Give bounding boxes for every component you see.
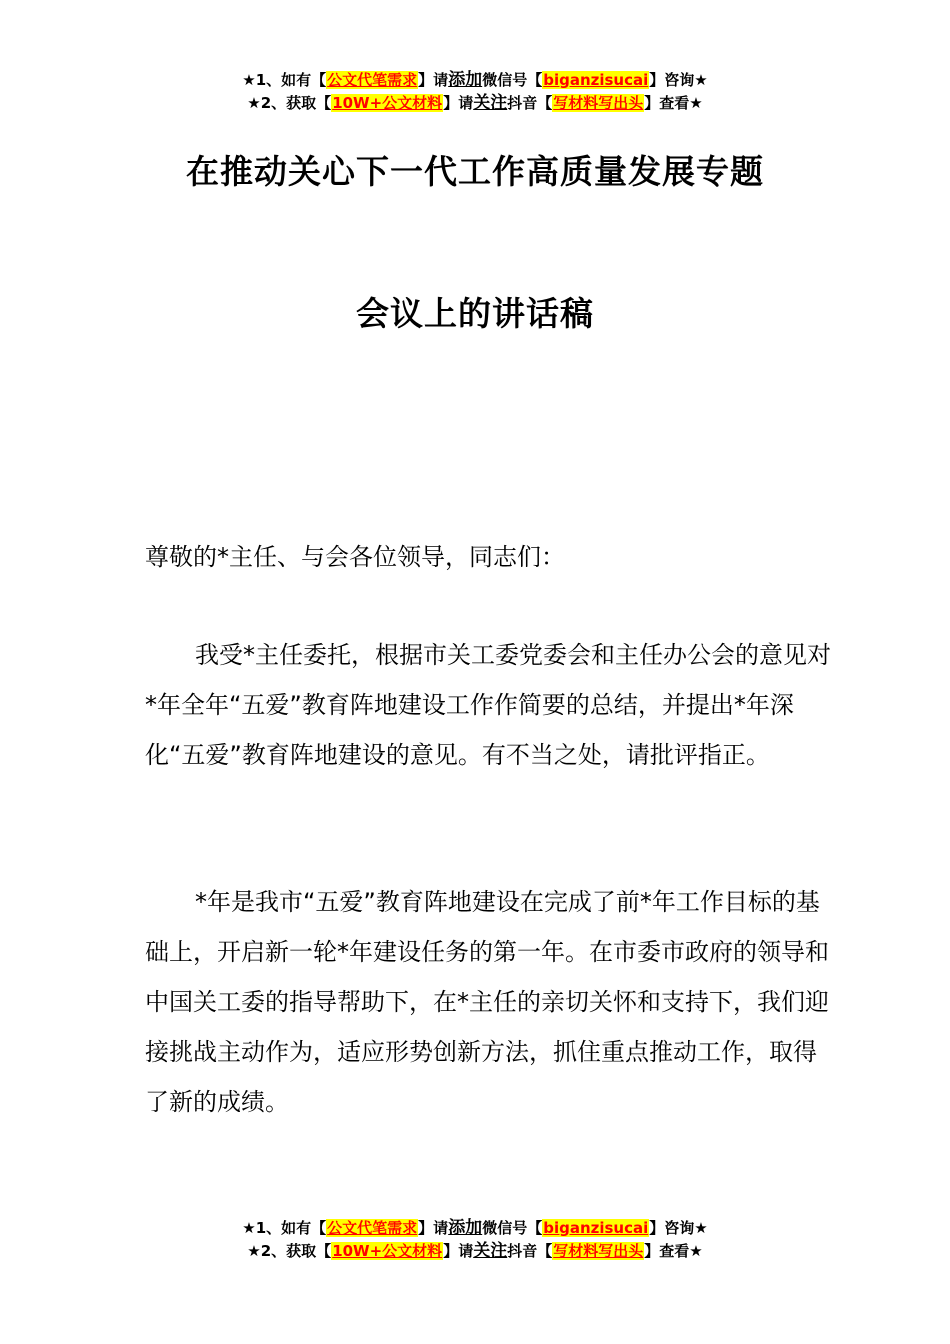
header-promo-banner <box>0 69 950 115</box>
promo-line-2: ★2、获取【10W+公文材料】请关注抖音【写材料写出头】查看★ <box>247 93 703 113</box>
promo-highlight: 公文代笔需求 <box>327 71 418 89</box>
promo-emphasis: 关注 <box>473 1241 508 1261</box>
promo-emphasis: 添加 <box>448 1218 483 1238</box>
promo-line-2: ★2、获取【10W+公文材料】请关注抖音【写材料写出头】查看★ <box>247 1241 703 1261</box>
promo-line-1: ★1、如有【公文代笔需求】请添加微信号【biganzisucai】咨询★ <box>242 1218 708 1238</box>
promo-emphasis: 添加 <box>448 70 483 90</box>
salutation: 尊敬的*主任、与会各位领导，同志们： <box>145 543 565 571</box>
promo-highlight: 10W+公文材料 <box>332 1242 443 1260</box>
body-paragraph: *年是我市“五爱”教育阵地建设在完成了前*年工作目标的基础上，开启新一轮*年建设任务的第一年。在市委市政府的领导和中国关工委的指导帮助下，在*主任的亲切关怀和支持下，我们迎接挑战主动作为，适应形势创新方法，抓住重点推动工作，取得了新的成绩。 <box>145 888 829 1116</box>
promo-douyin-account: 写材料写出头 <box>553 1242 644 1260</box>
document-title-line-1: 在推动关心下一代工作高质量发展专题 <box>186 152 764 191</box>
promo-douyin-account: 写材料写出头 <box>553 94 644 112</box>
promo-wechat-id: biganzisucai <box>543 71 649 89</box>
promo-line-1: ★1、如有【公文代笔需求】请添加微信号【biganzisucai】咨询★ <box>242 70 708 90</box>
document-title-line-2: 会议上的讲话稿 <box>356 294 594 333</box>
body-paragraph: 我受*主任委托，根据市关工委党委会和主任办公会的意见对*年全年“五爱”教育阵地建设工作作简要的总结，并提出*年深化“五爱”教育阵地建设的意见。有不当之处，请批评指正。 <box>145 641 831 769</box>
promo-highlight: 公文代笔需求 <box>327 1219 418 1237</box>
promo-wechat-id: biganzisucai <box>543 1219 649 1237</box>
footer-promo-banner <box>0 1217 950 1263</box>
promo-emphasis: 关注 <box>473 93 508 113</box>
promo-highlight: 10W+公文材料 <box>332 94 443 112</box>
